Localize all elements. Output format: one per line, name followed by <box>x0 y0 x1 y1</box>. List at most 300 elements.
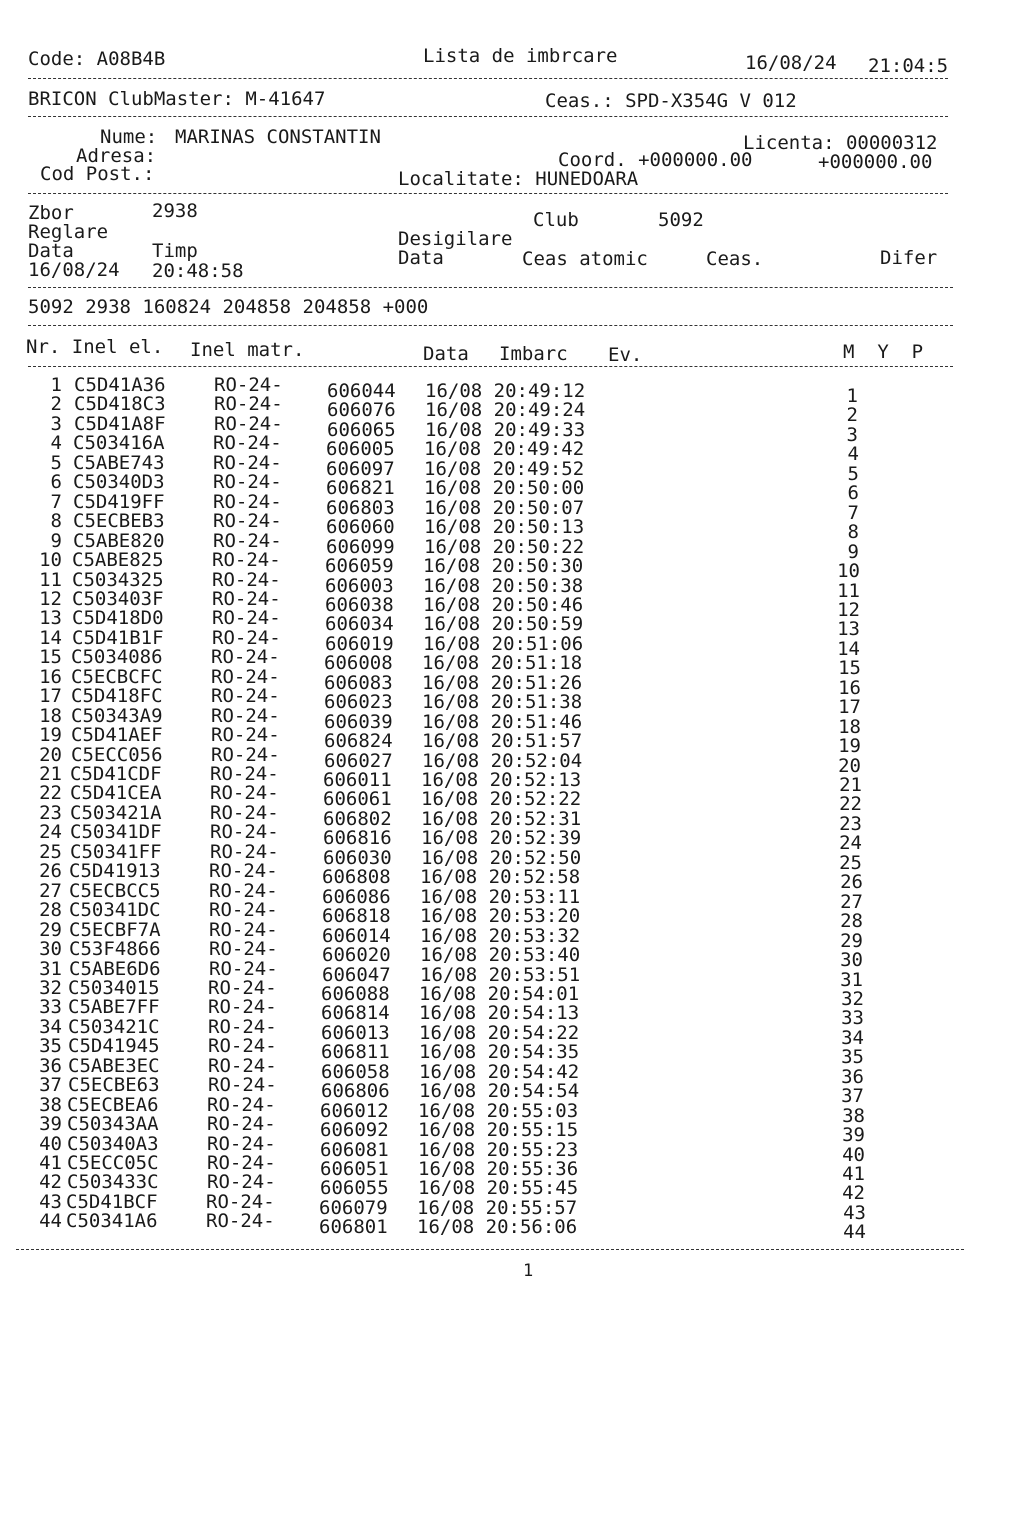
row-nr: 17 <box>39 685 62 707</box>
ring-electronic: C5ECC056 <box>71 744 163 766</box>
ring-prefix: RO-24- <box>210 763 279 785</box>
position: 29 <box>840 930 863 952</box>
ceas-atomic-label: Ceas atomic <box>522 248 648 270</box>
ring-number: 606023 <box>324 691 393 713</box>
ring-prefix: RO-24- <box>214 374 283 396</box>
arrival-time: 16/08 20:49:52 <box>424 458 585 480</box>
ring-prefix: RO-24- <box>206 1210 275 1232</box>
ring-electronic: C50343AA <box>67 1113 159 1135</box>
row-nr: 22 <box>39 782 62 804</box>
ring-electronic: C5ABE7FF <box>68 996 160 1018</box>
ring-number: 606013 <box>321 1022 390 1044</box>
row-nr: 13 <box>39 607 62 629</box>
ring-electronic: C503421C <box>68 1016 160 1038</box>
ring-prefix: RO-24- <box>213 491 282 513</box>
ring-prefix: RO-24- <box>206 1191 275 1213</box>
ring-number: 606008 <box>324 652 393 674</box>
ring-number: 606020 <box>322 944 391 966</box>
ring-prefix: RO-24- <box>210 782 279 804</box>
position: 14 <box>837 638 860 660</box>
row-nr: 4 <box>50 432 62 454</box>
position: 17 <box>838 696 861 718</box>
position: 9 <box>847 541 859 563</box>
ring-prefix: RO-24- <box>210 802 279 824</box>
ring-number: 606061 <box>323 788 392 810</box>
position: 10 <box>837 560 860 582</box>
position: 20 <box>838 755 861 777</box>
position: 15 <box>838 657 861 679</box>
position: 22 <box>839 793 862 815</box>
ring-prefix: RO-24- <box>213 432 282 454</box>
ring-prefix: RO-24- <box>209 938 278 960</box>
ring-electronic: C5D418FC <box>71 685 163 707</box>
ring-number: 606011 <box>323 769 392 791</box>
row-nr: 35 <box>39 1035 62 1057</box>
position: 32 <box>841 988 864 1010</box>
coord-2: +000000.00 <box>818 151 933 173</box>
row-nr: 15 <box>39 646 62 668</box>
ceas-label: Ceas. <box>706 248 764 270</box>
coord: Coord. +000000.00 <box>558 149 753 171</box>
divider <box>28 78 948 79</box>
ring-electronic: C5ABE743 <box>73 452 165 474</box>
ring-number: 606802 <box>323 808 392 830</box>
club-value: 5092 <box>658 209 704 231</box>
ring-prefix: RO-24- <box>210 821 279 843</box>
position: 33 <box>841 1007 864 1029</box>
row-nr: 42 <box>39 1171 62 1193</box>
arrival-time: 16/08 20:51:46 <box>422 711 583 733</box>
divider <box>28 366 953 367</box>
ring-prefix: RO-24- <box>214 413 283 435</box>
report-time: 21:04:5 <box>868 55 949 77</box>
row-nr: 20 <box>39 744 62 766</box>
ring-prefix: RO-24- <box>209 919 278 941</box>
ring-number: 606059 <box>325 555 394 577</box>
ring-prefix: RO-24- <box>212 588 281 610</box>
row-nr: 11 <box>39 569 62 591</box>
row-nr: 39 <box>39 1113 62 1135</box>
ring-number: 606014 <box>322 925 391 947</box>
row-nr: 41 <box>39 1152 62 1174</box>
arrival-time: 16/08 20:53:11 <box>420 886 581 908</box>
row-nr: 10 <box>39 549 62 571</box>
arrival-time: 16/08 20:51:18 <box>422 652 583 674</box>
zbor-label: Zbor <box>28 202 74 224</box>
ring-number: 606044 <box>327 380 396 402</box>
ring-prefix: RO-24- <box>213 530 282 552</box>
arrival-time: 16/08 20:50:59 <box>423 613 584 635</box>
row-nr: 25 <box>39 841 62 863</box>
ring-number: 606012 <box>320 1100 389 1122</box>
position: 35 <box>841 1046 864 1068</box>
position: 37 <box>841 1085 864 1107</box>
position: 3 <box>846 424 858 446</box>
ring-prefix: RO-24- <box>209 860 278 882</box>
ring-electronic: C5ABE820 <box>73 530 165 552</box>
divider <box>28 116 948 117</box>
ring-number: 606076 <box>327 399 396 421</box>
clubmaster-line: BRICON ClubMaster: M-41647 <box>28 88 326 110</box>
divider <box>28 193 948 194</box>
arrival-time: 16/08 20:53:32 <box>420 925 581 947</box>
ring-prefix: RO-24- <box>207 1152 276 1174</box>
header-myp: M Y P <box>843 341 924 363</box>
position: 26 <box>840 871 863 893</box>
position: 41 <box>842 1163 865 1185</box>
row-nr: 21 <box>39 763 62 785</box>
position: 16 <box>838 677 861 699</box>
name-label: Nume: <box>100 126 158 148</box>
arrival-time: 16/08 20:49:24 <box>425 399 586 421</box>
header-inel-matr: Inel matr. <box>190 339 305 361</box>
row-nr: 5 <box>50 452 62 474</box>
ring-electronic: C5D41CEA <box>70 782 162 804</box>
ring-electronic: C50341DC <box>69 899 161 921</box>
ring-number: 606816 <box>323 827 392 849</box>
ring-electronic: C5D41A36 <box>74 374 166 396</box>
row-nr: 7 <box>50 491 62 513</box>
position: 30 <box>840 949 863 971</box>
ring-number: 606814 <box>321 1002 390 1024</box>
arrival-time: 16/08 20:52:22 <box>421 788 582 810</box>
position: 2 <box>846 404 858 426</box>
ring-electronic: C50341DF <box>70 821 162 843</box>
ring-number: 606079 <box>319 1197 388 1219</box>
ring-number: 606051 <box>320 1158 389 1180</box>
arrival-time: 16/08 20:54:54 <box>419 1080 580 1102</box>
ring-electronic: C5D41B1F <box>72 627 164 649</box>
ring-electronic: C5ECC05C <box>67 1152 159 1174</box>
ring-electronic: C503416A <box>73 432 165 454</box>
header-imbarc: Imbarc <box>499 343 568 365</box>
position: 6 <box>847 482 859 504</box>
position: 1 <box>846 385 858 407</box>
ring-prefix: RO-24- <box>213 452 282 474</box>
flight-time: 20:48:58 <box>152 260 244 282</box>
ring-electronic: C5034325 <box>72 569 164 591</box>
position: 36 <box>841 1066 864 1088</box>
ring-electronic: C5ECBCC5 <box>69 880 161 902</box>
ring-number: 606097 <box>326 458 395 480</box>
ring-prefix: RO-24- <box>207 1113 276 1135</box>
row-nr: 38 <box>39 1094 62 1116</box>
ring-prefix: RO-24- <box>210 841 279 863</box>
ring-prefix: RO-24- <box>208 996 277 1018</box>
row-nr: 29 <box>39 919 62 941</box>
position: 27 <box>840 891 863 913</box>
position: 23 <box>839 813 862 835</box>
ring-number: 606811 <box>321 1041 390 1063</box>
arrival-time: 16/08 20:52:04 <box>422 750 583 772</box>
row-nr: 26 <box>39 860 62 882</box>
divider <box>28 325 953 326</box>
report-date: 16/08/24 <box>745 52 837 74</box>
ring-prefix: RO-24- <box>211 646 280 668</box>
page-number: 1 <box>523 1261 534 1281</box>
row-nr: 3 <box>50 413 62 435</box>
arrival-time: 16/08 20:54:35 <box>419 1041 580 1063</box>
position: 12 <box>837 599 860 621</box>
position: 38 <box>842 1105 865 1127</box>
row-nr: 9 <box>50 530 62 552</box>
ring-electronic: C50343A9 <box>71 705 163 727</box>
position: 43 <box>843 1202 866 1224</box>
ring-prefix: RO-24- <box>209 880 278 902</box>
arrival-time: 16/08 20:56:06 <box>417 1216 578 1238</box>
flight-summary: 5092 2938 160824 204858 204858 +000 <box>28 296 429 318</box>
position: 42 <box>842 1182 865 1204</box>
arrival-time: 16/08 20:54:13 <box>419 1002 580 1024</box>
row-nr: 8 <box>50 510 62 532</box>
ring-electronic: C5ABE3EC <box>68 1055 160 1077</box>
position: 25 <box>839 852 862 874</box>
header-nr-inel-el: Nr. Inel el. <box>26 336 164 358</box>
ring-prefix: RO-24- <box>213 471 282 493</box>
ring-prefix: RO-24- <box>208 1074 277 1096</box>
ring-prefix: RO-24- <box>211 744 280 766</box>
ring-number: 606058 <box>321 1061 390 1083</box>
arrival-time: 16/08 20:55:45 <box>418 1177 579 1199</box>
ring-electronic: C5D418C3 <box>74 393 166 415</box>
arrival-time: 16/08 20:50:46 <box>423 594 584 616</box>
ring-electronic: C5ABE825 <box>72 549 164 571</box>
reglare-label: Reglare <box>28 221 109 243</box>
ring-prefix: RO-24- <box>208 1055 277 1077</box>
row-nr: 28 <box>39 899 62 921</box>
ring-prefix: RO-24- <box>207 1094 276 1116</box>
data2-label: Data <box>398 247 444 269</box>
ring-electronic: C5ECBF7A <box>69 919 161 941</box>
position: 34 <box>841 1027 864 1049</box>
ring-number: 606030 <box>323 847 392 869</box>
position: 44 <box>843 1221 866 1243</box>
ring-number: 606803 <box>326 497 395 519</box>
club-label: Club <box>533 209 579 231</box>
arrival-time: 16/08 20:52:58 <box>420 866 581 888</box>
row-nr: 14 <box>39 627 62 649</box>
arrival-time: 16/08 20:54:22 <box>419 1022 580 1044</box>
ring-prefix: RO-24- <box>211 666 280 688</box>
position: 11 <box>837 580 860 602</box>
name-value: MARINAS CONSTANTIN <box>175 126 381 148</box>
data-label: Data <box>28 240 74 262</box>
row-nr: 34 <box>39 1016 62 1038</box>
ring-number: 606824 <box>324 730 393 752</box>
flight-date: 16/08/24 <box>28 259 120 281</box>
ring-number: 606092 <box>320 1119 389 1141</box>
position: 31 <box>840 969 863 991</box>
ring-number: 606808 <box>322 866 391 888</box>
arrival-time: 16/08 20:49:42 <box>424 438 585 460</box>
ring-prefix: RO-24- <box>207 1133 276 1155</box>
arrival-time: 16/08 20:51:26 <box>422 672 583 694</box>
ring-prefix: RO-24- <box>212 569 281 591</box>
row-nr: 32 <box>39 977 62 999</box>
ring-prefix: RO-24- <box>211 705 280 727</box>
ring-number: 606055 <box>320 1177 389 1199</box>
ring-electronic: C50341A6 <box>66 1210 158 1232</box>
row-nr: 16 <box>39 666 62 688</box>
row-nr: 12 <box>39 588 62 610</box>
ring-prefix: RO-24- <box>211 724 280 746</box>
row-nr: 40 <box>39 1133 62 1155</box>
header-ev: Ev. <box>608 344 643 366</box>
ring-electronic: C5D41BCF <box>66 1191 158 1213</box>
arrival-time: 16/08 20:52:13 <box>421 769 582 791</box>
row-nr: 2 <box>50 393 62 415</box>
row-nr: 23 <box>39 802 62 824</box>
ring-electronic: C50340D3 <box>73 471 165 493</box>
position: 4 <box>847 443 859 465</box>
locality: Localitate: HUNEDOARA <box>398 168 639 190</box>
position: 28 <box>840 910 863 932</box>
ring-electronic: C503421A <box>70 802 162 824</box>
arrival-time: 16/08 20:50:38 <box>423 575 584 597</box>
ring-prefix: RO-24- <box>214 393 283 415</box>
arrival-time: 16/08 20:53:20 <box>420 905 581 927</box>
arrival-time: 16/08 20:54:42 <box>419 1061 580 1083</box>
arrival-time: 16/08 20:49:33 <box>425 419 586 441</box>
position: 8 <box>847 521 859 543</box>
ring-number: 606801 <box>319 1216 388 1238</box>
ring-number: 606086 <box>322 886 391 908</box>
position: 19 <box>838 735 861 757</box>
ring-electronic: C5034086 <box>71 646 163 668</box>
ring-number: 606038 <box>325 594 394 616</box>
ring-electronic: C5D41A8F <box>74 413 166 435</box>
ring-electronic: C5ECBCFC <box>71 666 163 688</box>
ring-prefix: RO-24- <box>212 549 281 571</box>
ring-electronic: C5ECBEA6 <box>67 1094 159 1116</box>
position: 5 <box>847 463 859 485</box>
ring-electronic: C5D419FF <box>73 491 165 513</box>
arrival-time: 16/08 20:55:36 <box>418 1158 579 1180</box>
ring-electronic: C503433C <box>67 1171 159 1193</box>
ring-number: 606039 <box>324 711 393 733</box>
ring-electronic: C5ECBE63 <box>68 1074 160 1096</box>
ring-prefix: RO-24- <box>211 685 280 707</box>
report-title: Lista de imbrcare <box>423 45 618 67</box>
arrival-time: 16/08 20:51:06 <box>423 633 584 655</box>
row-nr: 6 <box>50 471 62 493</box>
ring-number: 606047 <box>322 964 391 986</box>
row-nr: 37 <box>39 1074 62 1096</box>
report-code: Code: A08B4B <box>28 48 166 70</box>
ring-number: 606806 <box>321 1080 390 1102</box>
ring-prefix: RO-24- <box>209 958 278 980</box>
ring-electronic: C5034015 <box>68 977 160 999</box>
ring-number: 606821 <box>326 477 395 499</box>
row-nr: 43 <box>39 1191 62 1213</box>
position: 40 <box>842 1144 865 1166</box>
arrival-time: 16/08 20:55:23 <box>418 1139 579 1161</box>
arrival-time: 16/08 20:52:50 <box>421 847 582 869</box>
ring-number: 606083 <box>324 672 393 694</box>
ring-electronic: C50340A3 <box>67 1133 159 1155</box>
address-label: Adresa: <box>76 145 157 167</box>
ring-electronic: C5D41945 <box>68 1035 160 1057</box>
difer-label: Difer <box>880 247 938 269</box>
row-nr: 27 <box>39 880 62 902</box>
timp-label: Timp <box>152 240 198 262</box>
arrival-time: 16/08 20:50:07 <box>424 497 585 519</box>
ring-number: 606019 <box>325 633 394 655</box>
ring-electronic: C53F4866 <box>69 938 161 960</box>
desigilare-label: Desigilare <box>398 228 513 250</box>
arrival-time: 16/08 20:54:01 <box>419 983 580 1005</box>
ring-number: 606005 <box>326 438 395 460</box>
ring-electronic: C5D418D0 <box>72 607 164 629</box>
arrival-time: 16/08 20:53:51 <box>420 964 581 986</box>
row-nr: 30 <box>39 938 62 960</box>
ring-number: 606065 <box>327 419 396 441</box>
ring-prefix: RO-24- <box>208 977 277 999</box>
position: 13 <box>837 618 860 640</box>
row-nr: 18 <box>39 705 62 727</box>
arrival-time: 16/08 20:51:57 <box>422 730 583 752</box>
arrival-time: 16/08 20:55:15 <box>418 1119 579 1141</box>
ring-number: 606818 <box>322 905 391 927</box>
arrival-time: 16/08 20:49:12 <box>425 380 586 402</box>
clock-model: Ceas.: SPD-X354G V 012 <box>545 90 797 112</box>
ring-electronic: C5D41913 <box>69 860 161 882</box>
ring-prefix: RO-24- <box>213 510 282 532</box>
ring-electronic: C5ABE6D6 <box>69 958 161 980</box>
ring-prefix: RO-24- <box>212 627 281 649</box>
arrival-time: 16/08 20:52:39 <box>421 827 582 849</box>
row-nr: 1 <box>50 374 62 396</box>
position: 7 <box>847 502 859 524</box>
ring-number: 606088 <box>321 983 390 1005</box>
ring-electronic: C50341FF <box>70 841 162 863</box>
arrival-time: 16/08 20:50:30 <box>423 555 584 577</box>
ring-number: 606003 <box>325 575 394 597</box>
ring-prefix: RO-24- <box>208 1016 277 1038</box>
header-data: Data <box>423 343 469 365</box>
zbor-value: 2938 <box>152 200 198 222</box>
ring-number: 606034 <box>325 613 394 635</box>
row-nr: 44 <box>39 1210 62 1232</box>
arrival-time: 16/08 20:55:57 <box>417 1197 578 1219</box>
postcode-label: Cod Post.: <box>40 163 155 185</box>
ring-prefix: RO-24- <box>207 1171 276 1193</box>
arrival-time: 16/08 20:50:00 <box>424 477 585 499</box>
divider <box>16 1249 964 1250</box>
position: 21 <box>839 774 862 796</box>
position: 24 <box>839 832 862 854</box>
ring-number: 606099 <box>326 536 395 558</box>
arrival-time: 16/08 20:50:13 <box>424 516 585 538</box>
ring-number: 606081 <box>320 1139 389 1161</box>
position: 39 <box>842 1124 865 1146</box>
ring-prefix: RO-24- <box>208 1035 277 1057</box>
arrival-time: 16/08 20:52:31 <box>421 808 582 830</box>
position: 18 <box>838 716 861 738</box>
ring-prefix: RO-24- <box>209 899 278 921</box>
row-nr: 36 <box>39 1055 62 1077</box>
ring-number: 606027 <box>324 750 393 772</box>
ring-electronic: C5ECBEB3 <box>73 510 165 532</box>
arrival-time: 16/08 20:51:38 <box>422 691 583 713</box>
ring-electronic: C5D41CDF <box>70 763 162 785</box>
row-nr: 24 <box>39 821 62 843</box>
ring-number: 606060 <box>326 516 395 538</box>
divider <box>28 287 953 288</box>
arrival-time: 16/08 20:53:40 <box>420 944 581 966</box>
license: Licenta: 00000312 <box>743 132 938 154</box>
row-nr: 19 <box>39 724 62 746</box>
